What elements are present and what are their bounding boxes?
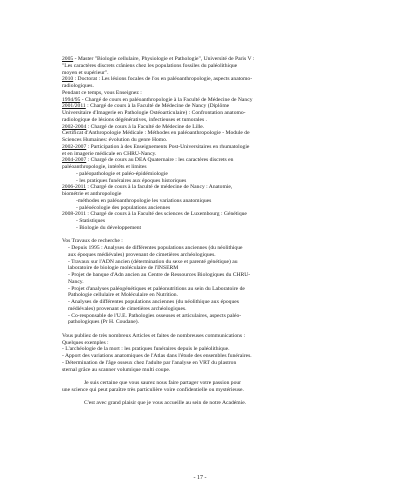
date-label: 2002-2007 [62, 143, 87, 150]
text-line [62, 164, 352, 171]
text-line [62, 306, 352, 313]
line-text: - Projet de banque d'Adn ancien au Centre de Ressources Biologiques du CHRU- [68, 272, 251, 278]
line-text: - paléopathologie et paléo-épidémiologie [76, 170, 168, 177]
line-text: radiologiques. [62, 83, 94, 89]
line-text: - Projet d'analyses paléogénétiques et paléonutritions au sein du Laboratoire de [68, 285, 245, 292]
text-line [62, 205, 352, 212]
blank-line [62, 326, 352, 333]
line-text: - Co-responsable de l'U.E. Pathologies osseuses et articulaires, aspects paléo- [68, 312, 242, 319]
line-text: aux époques médiévales) provenant de cimetières archéologiques. [68, 251, 216, 258]
date-label: 2002-2004 [62, 123, 87, 130]
text-line [62, 83, 352, 90]
line-text: C'est avec grand plaisir que je vous accueille au sein de notre Académie. [84, 400, 247, 407]
line-text: - L'archéologie de la mort : les pratiques funéraires depuis le paléolithique. [62, 346, 230, 353]
line-text: - Chargé de cours en paléoanthropologie à la Faculté de Médecine de Nancy [80, 96, 253, 103]
line-text: Pendant ce temps, vous Enseignez : [62, 89, 142, 96]
text-line [62, 198, 352, 205]
line-text: Je suis certaine que vous saurez nous faire partager votre passion pour [84, 380, 242, 386]
line-text: - Depuis 1995 : Analyses de différentes populations anciennes (du néolithique [68, 245, 243, 251]
text-line [62, 292, 352, 299]
line-text: : Chargé de cours à la Faculté de Médecine de Lille. [86, 123, 205, 130]
line-text: - Apport des variations anatomiques de l'Atlas dans l'étude des ensembles funéraires. [62, 353, 252, 359]
date-label: 2010 [62, 76, 74, 83]
text-line [62, 346, 352, 353]
line-text: une science qui peut paraître très particulière voire confidentielle ou mystérieuse. [62, 386, 244, 393]
date-label: 1994/95 [62, 96, 81, 103]
text-line [62, 286, 352, 293]
line-text: - Master "Biologie cellulaire, Physiologie et Pathologie", Université de Paris V : [73, 56, 255, 62]
date-label: 2006-2011 [62, 184, 87, 191]
blank-line [62, 394, 352, 401]
text-line [62, 252, 352, 259]
line-text: "Les caractères discrets crâniens chez les populations fossiles du paléolithique [62, 62, 238, 69]
line-text: biométrie et anthropologie [62, 191, 122, 197]
text-line [62, 137, 352, 144]
line-text: sternal grâce au scanner volumique multi coupe. [62, 366, 171, 373]
line-text: - Détermination de l'âge osseux chez l'adulte par l'analyse en VRT du plastron [62, 359, 237, 366]
line-text: Vous publiez de très nombreux Articles et faites de nombreuses communications : [62, 332, 246, 339]
line-text: Sciences Humaines: évolution du genre Homo. [62, 137, 168, 143]
line-text: Nancy. [68, 278, 84, 285]
text-line [62, 110, 352, 117]
line-text: laboratoire de biologie moléculaire de l'INSERM [68, 265, 179, 272]
line-text: : Chargé de cours à la faculté de médecine de Nancy : Anatomie, [86, 184, 233, 191]
line-text: : Doctorat : Les lésions focales de l'os en paléoanthropologie, aspects anatomo- [73, 76, 253, 83]
line-text: : Participation à des Enseignements Post-Universitaires en rhumatologie [86, 143, 250, 150]
text-line [62, 380, 352, 387]
text-line [62, 353, 352, 360]
line-text: 2008-2011 : Chargé de cours à la Faculté des sciences de Luxembourg : Génétique [62, 211, 247, 218]
text-line [62, 333, 352, 340]
line-text: médiévales) provenant de cimetières archéologiques. [68, 305, 187, 312]
line-text: - Travaux sur l'ADN ancien (détermination du sexe et parenté génétique) au [68, 258, 238, 265]
text-line [62, 360, 352, 367]
line-text: - paléoécologie des populations anciennes [76, 204, 171, 211]
text-line [62, 259, 352, 266]
document-body [62, 56, 352, 407]
text-line [62, 319, 352, 326]
page-number: - 17 - [193, 475, 207, 481]
text-line [62, 400, 352, 407]
text-line [62, 245, 352, 252]
text-line [62, 279, 352, 286]
text-line [62, 265, 352, 272]
line-text: - les pratiques funéraires aux époques historiques [76, 177, 187, 184]
text-line [62, 299, 352, 306]
text-line [62, 272, 352, 279]
text-line [62, 157, 352, 164]
text-line [62, 367, 352, 374]
blank-line [62, 373, 352, 380]
line-text: et en imagerie médicale en CHRU-Nancy. [62, 150, 157, 157]
text-line [62, 171, 352, 178]
line-text: : Chargé de cours au DEA Quaternaire : les caractères discrets en [86, 157, 234, 164]
line-text: Quelques exemples : [62, 339, 109, 346]
blank-line [62, 232, 352, 239]
line-text: pathologiques (Pr H. Coudane). [68, 319, 139, 326]
line-text: Vos Travaux de recherche : [62, 238, 123, 245]
text-line [62, 130, 352, 137]
line-text: - Biologie du développement [76, 224, 142, 231]
text-line [62, 90, 352, 97]
text-line [62, 387, 352, 394]
text-line [62, 76, 352, 83]
text-line [62, 184, 352, 191]
date-label: 2005 [62, 56, 74, 62]
date-label: 2004-2007 [62, 157, 87, 164]
text-line [62, 117, 352, 124]
line-text: - Analyses de différentes populations anciennes (du néolithique aux époques [68, 299, 239, 305]
line-text: Universitaire d'Imagerie en Pathologie Ostéoarticulaire) : Confrontation anatomo- [62, 110, 246, 116]
text-line [62, 191, 352, 198]
line-text: moyen et supérieur". [62, 69, 109, 76]
line-text: paléoanthropologie, intérêts et limites [62, 164, 147, 170]
line-text: radiologique de lésions dégénératives, infectieuses et tumorales . [62, 116, 207, 123]
text-line [62, 211, 352, 218]
text-line [62, 218, 352, 225]
line-text: -méthodes en paléoanthropologie les variations anatomiques [76, 197, 212, 204]
date-label: 2001/2011 [62, 103, 86, 110]
text-line [62, 238, 352, 245]
text-line [62, 103, 352, 110]
text-line [62, 56, 352, 63]
text-line [62, 225, 352, 232]
text-line [62, 151, 352, 158]
text-line [62, 63, 352, 70]
line-text: Pathologie cellulaire et Moléculaire en Nutrition. [68, 292, 178, 299]
text-line [62, 144, 352, 151]
line-text: : Chargé de cours à la Faculté de Médecine de Nancy (Diplôme [85, 103, 230, 110]
line-text: Certificat d'Anthropologie Médicale : Méthodes en paléoanthropologie - Module de [62, 130, 250, 137]
line-text: - Statistiques [76, 218, 106, 224]
